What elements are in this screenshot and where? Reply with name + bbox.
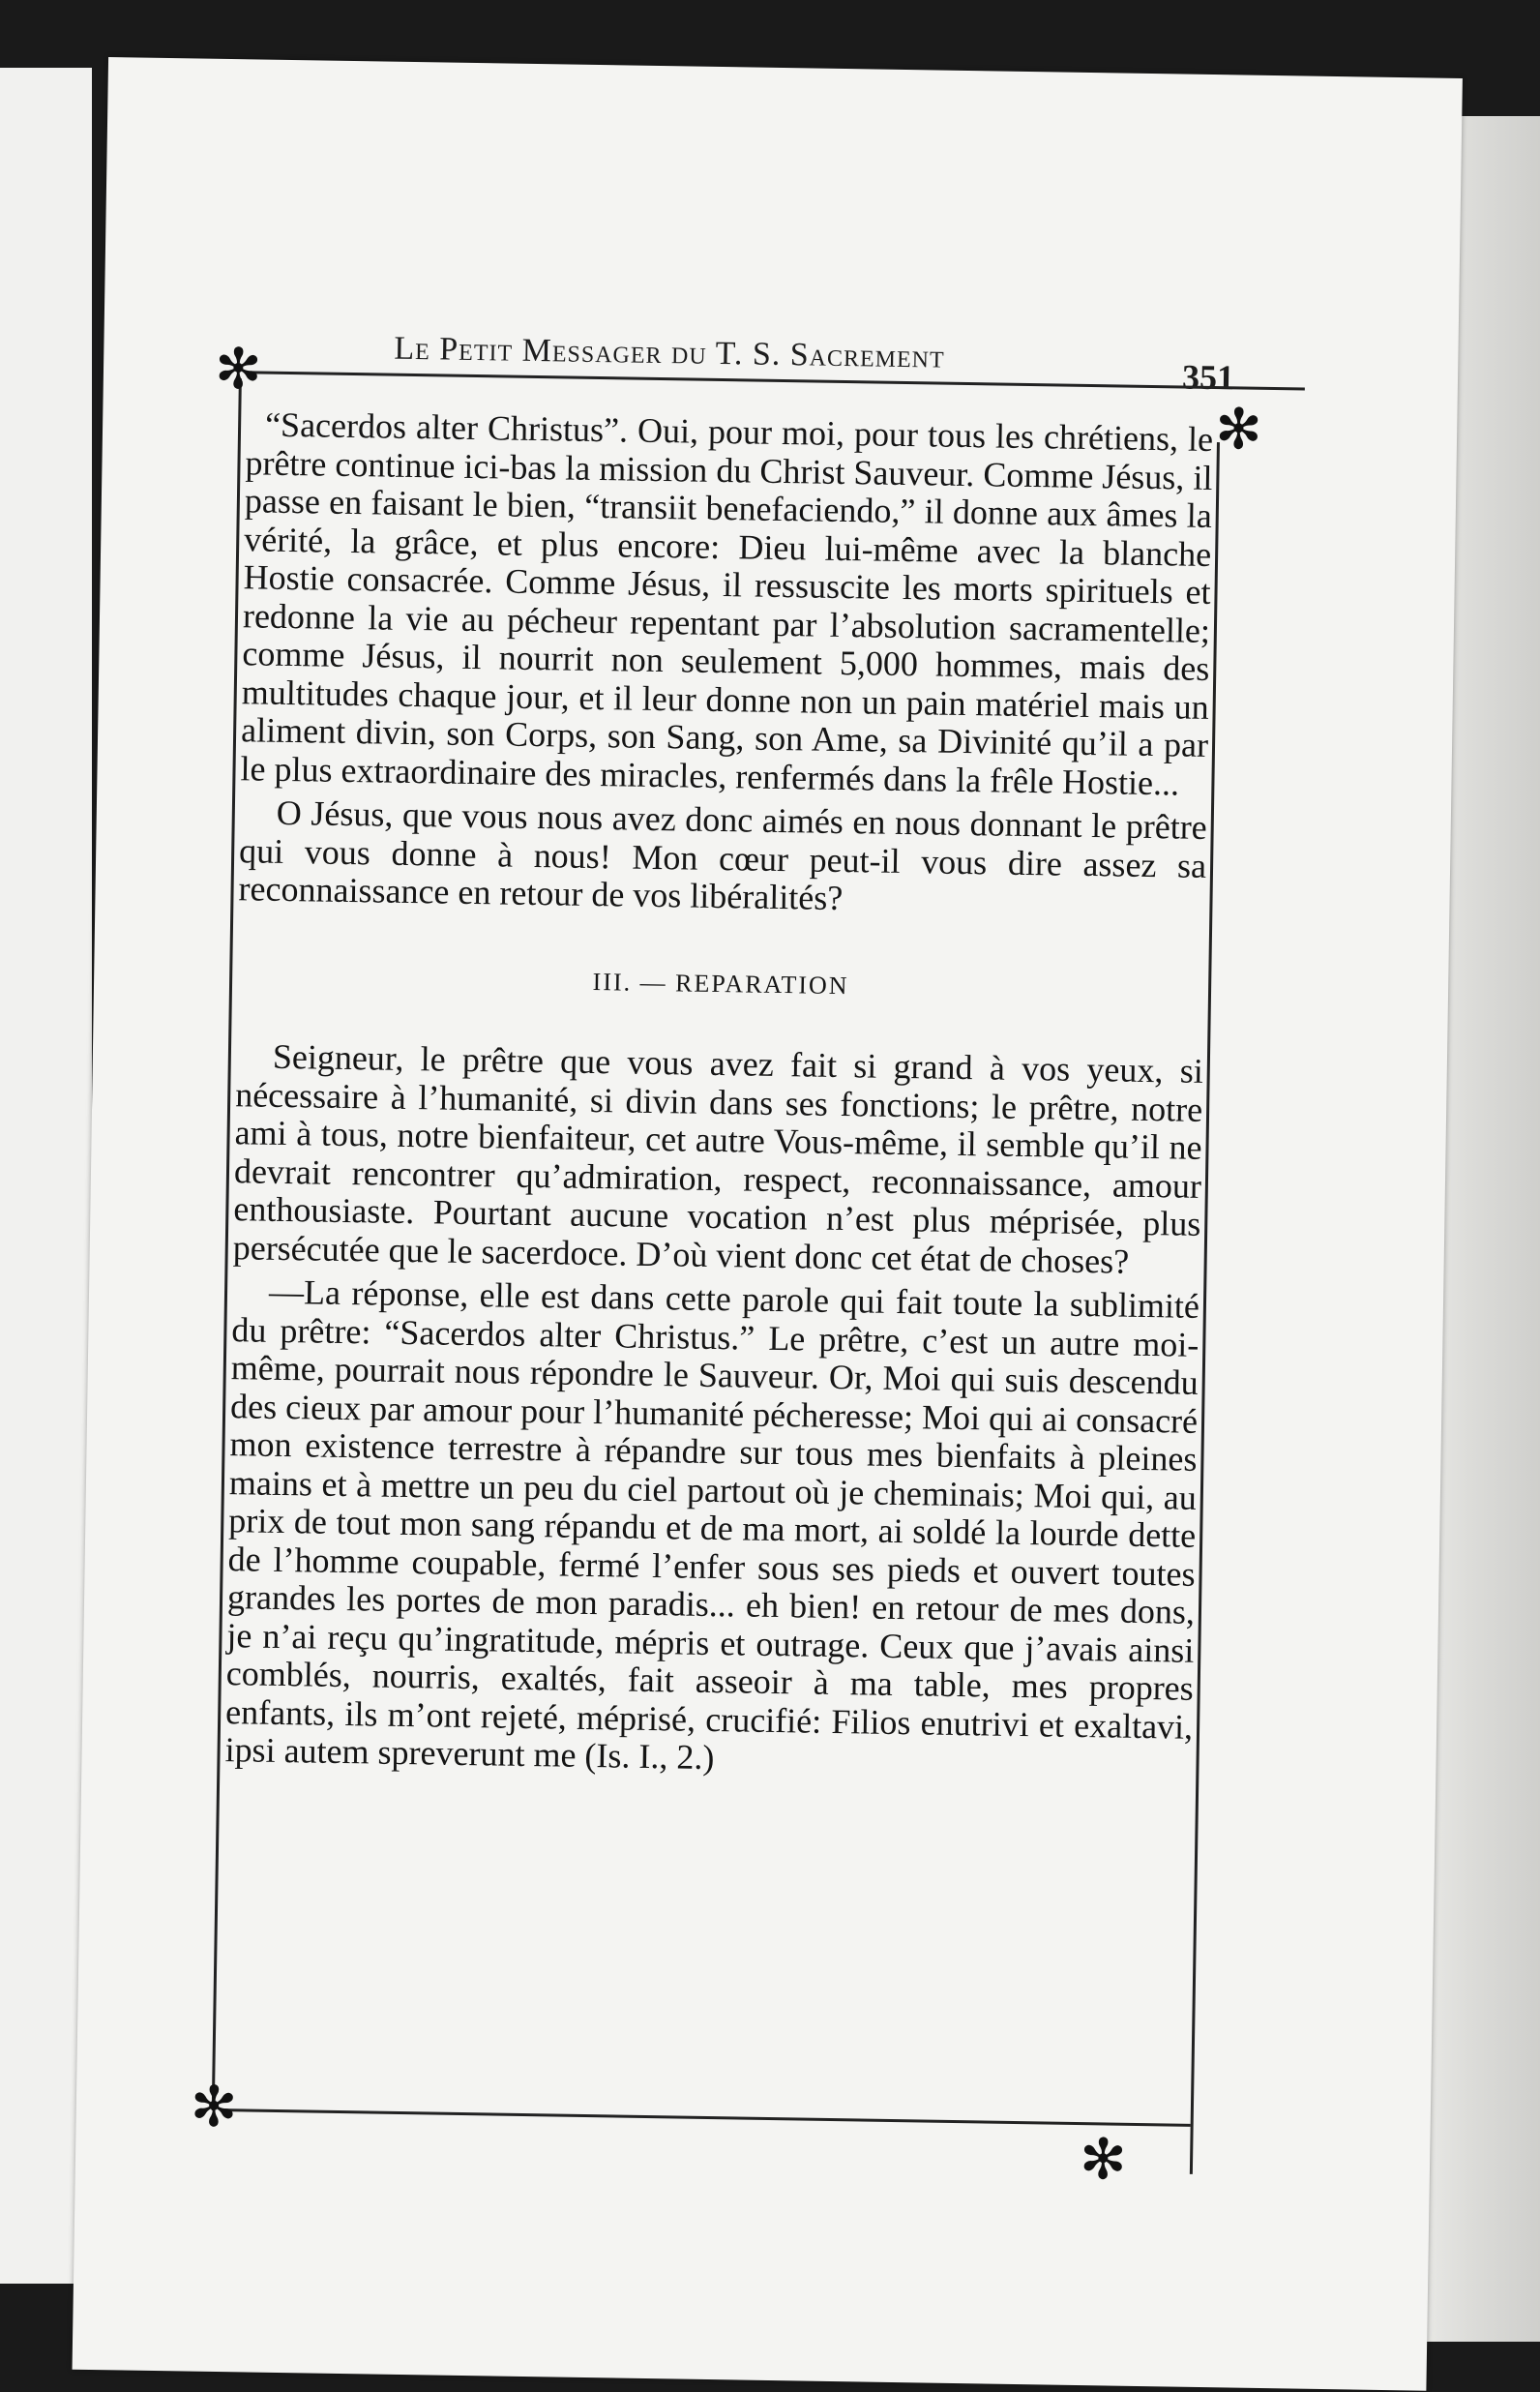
section-heading: III. — REPARATION — [592, 967, 849, 1000]
book-page — [73, 57, 1463, 2391]
paragraph: “Sacerdos alter Christus”. Oui, pour moi, pour tous les chrétiens, le prêtre continue ici-bas la mission du Christ Sauveur. Comme Jésus, il passe en faisant le bien, “transiit benefaciendo,” il donne aux âmes la vérité, la grâce, et plus encore: Dieu lui-même avec la blanche Hostie consacrée. Comme Jésus, il ressuscite les morts spirituels et redonne la vie au pécheur repentant par l’absolution sacramentelle; comme Jésus, il nourrit non seulement 5,000 hommes, mais des multitudes chaque jour, et il leur donne non un pain matériel mais un aliment divin, son Corps, son Sang, son Ame, sa Divinité qu’il a par le plus extraordinaire des miracles, renfermés dans la frêle Hostie... — [240, 404, 1214, 802]
page-body — [224, 405, 1213, 1784]
ornament-star-icon: ✻ — [1079, 2128, 1128, 2192]
paragraph: O Jésus, que vous nous avez donc aimés en nous donnant le prêtre qui vous donne à nous! Mon cœur peut-il vous dire assez sa reconnaissance en retour de vos libéralités? — [238, 792, 1208, 918]
paragraph: —La réponse, elle est dans cette parole qui fait toute la sublimité du prêtre: “Sacerdos alter Christus.” Le prêtre, c’est un autre moi-même, pourrait nous répondre le Sauveur. Or, Moi qui suis descendu des cieux par amour pour l’humanité pécheresse; Moi qui ai consacré mon existence terrestre à répandre sur tous mes bienfaits à pleines mains et à mettre un peu du ciel partout où je cheminais; Moi qui, au prix de tout mon sang répandu et de ma mort, ai soldé la lourde dette de l’homme coupable, fermé l’enfer sous ses pieds et ouvert toutes grandes les portes de mon paradis... eh bien! en retour de mes dons, je n’ai reçu qu’ingratitude, mépris et outrage. Ceux que j’avais ainsi comblés, nourris, exaltés, fait asseoir à ma table, mes propres enfants, ils m’ont rejeté, méprisé, crucifié: Filios enutrivi et exaltavi, ipsi autem spreverunt me (Is. I., 2.) — [224, 1271, 1200, 1778]
ornament-star-icon: ✻ — [214, 337, 263, 402]
ornament-star-icon: ✻ — [1214, 398, 1263, 462]
frame-rule-bottom — [223, 2108, 1191, 2127]
ornament-star-icon: ✻ — [190, 2075, 238, 2139]
frame-rule-top — [251, 371, 1305, 390]
page-number: 351 — [1181, 357, 1235, 398]
running-header — [394, 331, 945, 376]
header-title: Le Petit Messager du T. S. Sacrement — [394, 330, 945, 375]
paragraph: Seigneur, le prêtre que vous avez fait si grand à vos yeux, si nécessaire à l’humanité, si divin dans ses fonctions; le prêtre, notre ami à tous, notre bienfaiteur, cet autre Vous-même, il semble qu’il ne devrait rencontrer qu’admiration, respect, reconnaissance, amour enthousiaste. Pourtant aucune vocation n’est plus méprisée, plus persécutée que le sacerdoce. D’où vient donc cet état de choses? — [232, 1036, 1204, 1281]
